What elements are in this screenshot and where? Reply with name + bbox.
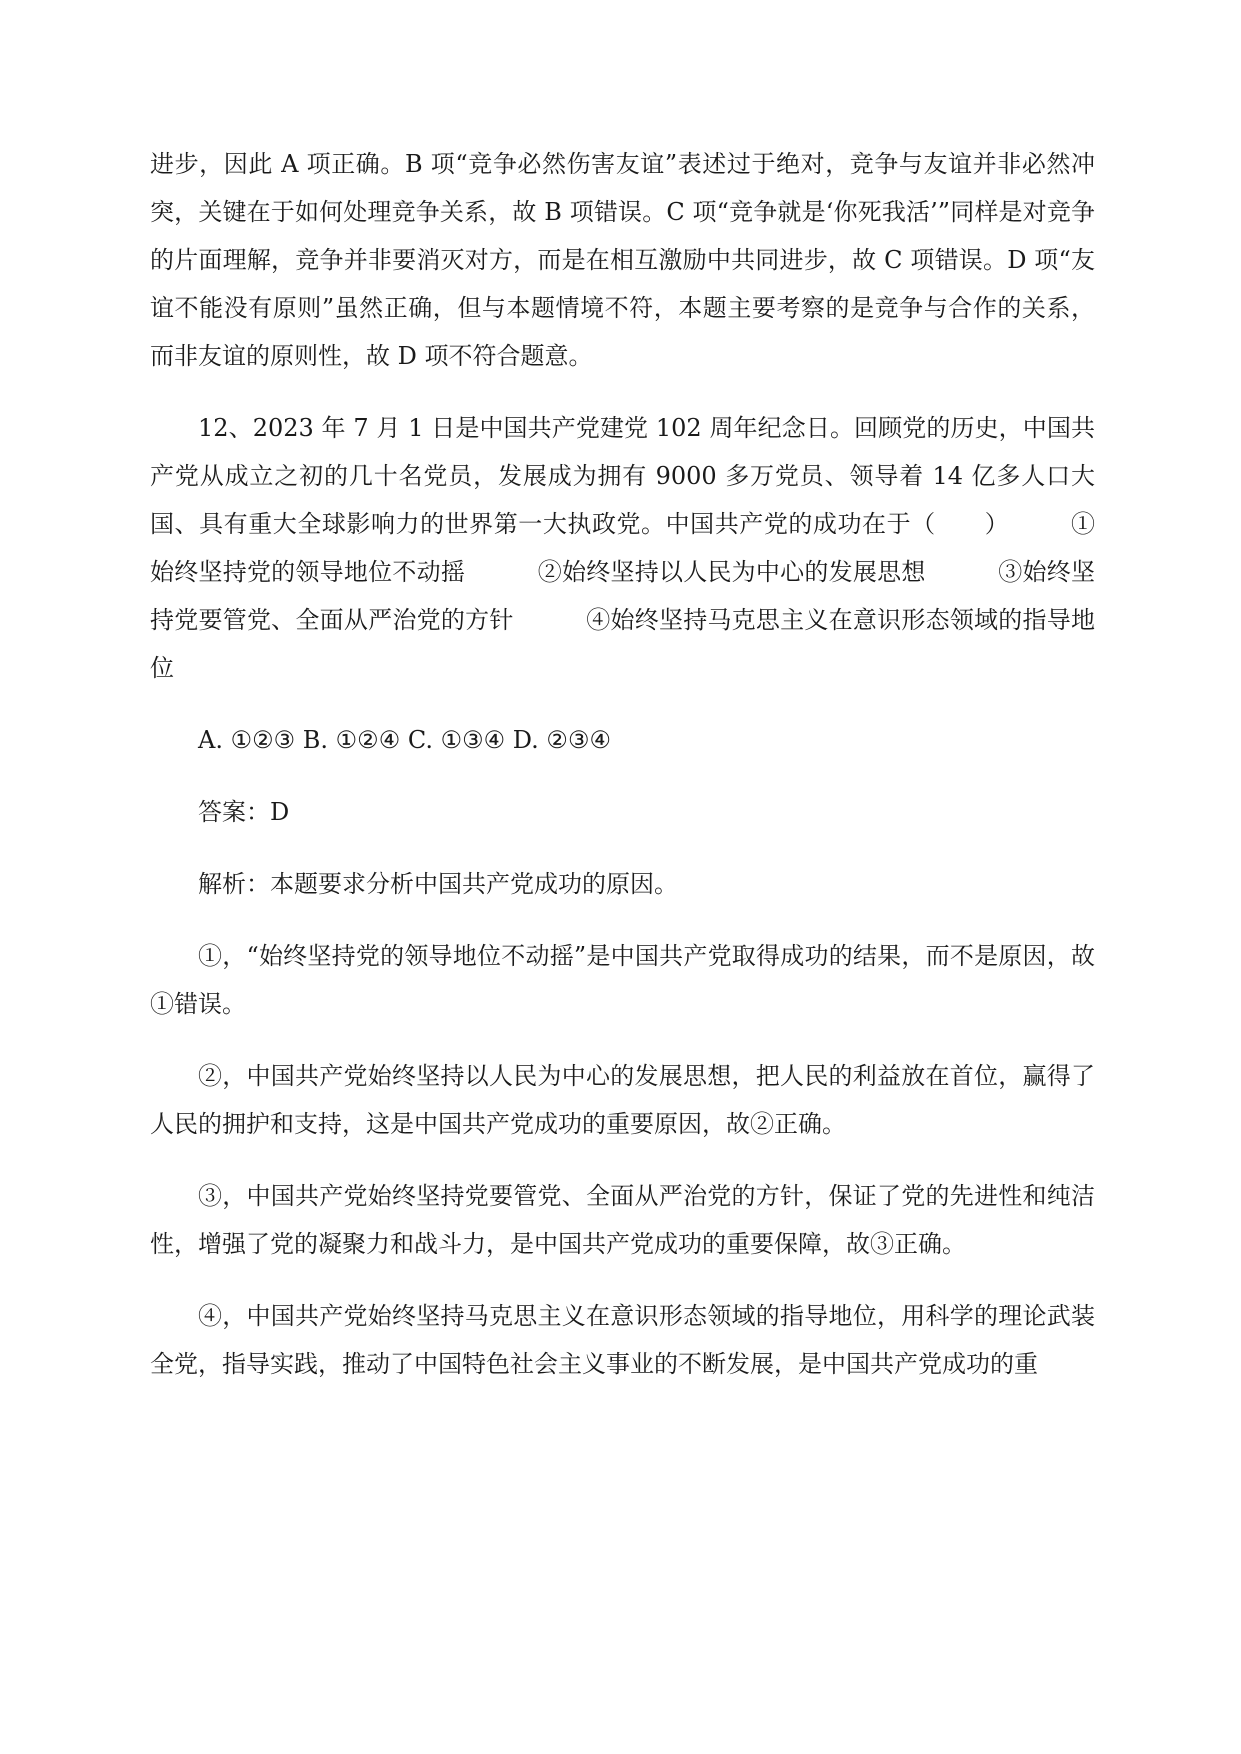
analysis-item-3: ③，中国共产党始终坚持党要管党、全面从严治党的方针，保证了党的先进性和纯洁性，增强了党的凝聚力和战斗力，是中国共产党成功的重要保障，故③正确。 [150,1182,1095,1258]
document-page [150,140,1095,1388]
previous-question-analysis-paragraph: 进步，因此 A 项正确。B 项“竞争必然伤害友谊”表述过于绝对，竞争与友谊并非必然冲突，关键在于如何处理竞争关系，故 B 项错误。C 项“竞争就是‘你死我活’”同样是对竞争的片面理解，竞争并非要消灭对方，而是在相互激励中共同进步，故 C 项错误。D 项“友谊不能没有原则”虽然正确，但与本题情境不符，本题主要考察的是竞争与合作的关系，而非友谊的原则性，故 D 项不符合题意。 [150,150,1095,370]
question-12-answer: 答案：D [198,798,290,826]
question-12-stem: 12、2023 年 7 月 1 日是中国共产党建党 102 周年纪念日。回顾党的历史，中国共产党从成立之初的几十名党员，发展成为拥有 9000 多万党员、领导着 14 亿多人口大国、具有重大全球影响力的世界第一大执政党。中国共产党的成功在于（ ） ①始终坚持党的领导地位不动摇 ②始终坚持以人民为中心的发展思想 ③始终坚持党要管党、全面从严治党的方针 ④始终坚持马克思主义在意识形态领域的指导地位 [150,414,1095,682]
analysis-item-1: ①，“始终坚持党的领导地位不动摇”是中国共产党取得成功的结果，而不是原因，故①错误。 [150,942,1095,1018]
analysis-intro: 解析：本题要求分析中国共产党成功的原因。 [198,870,678,898]
analysis-item-4: ④，中国共产党始终坚持马克思主义在意识形态领域的指导地位，用科学的理论武装全党，指导实践，推动了中国特色社会主义事业的不断发展，是中国共产党成功的重 [150,1302,1095,1378]
question-12-options: A. ①②③ B. ①②④ C. ①③④ D. ②③④ [198,726,611,754]
analysis-item-2: ②，中国共产党始终坚持以人民为中心的发展思想，把人民的利益放在首位，赢得了人民的拥护和支持，这是中国共产党成功的重要原因，故②正确。 [150,1062,1095,1138]
